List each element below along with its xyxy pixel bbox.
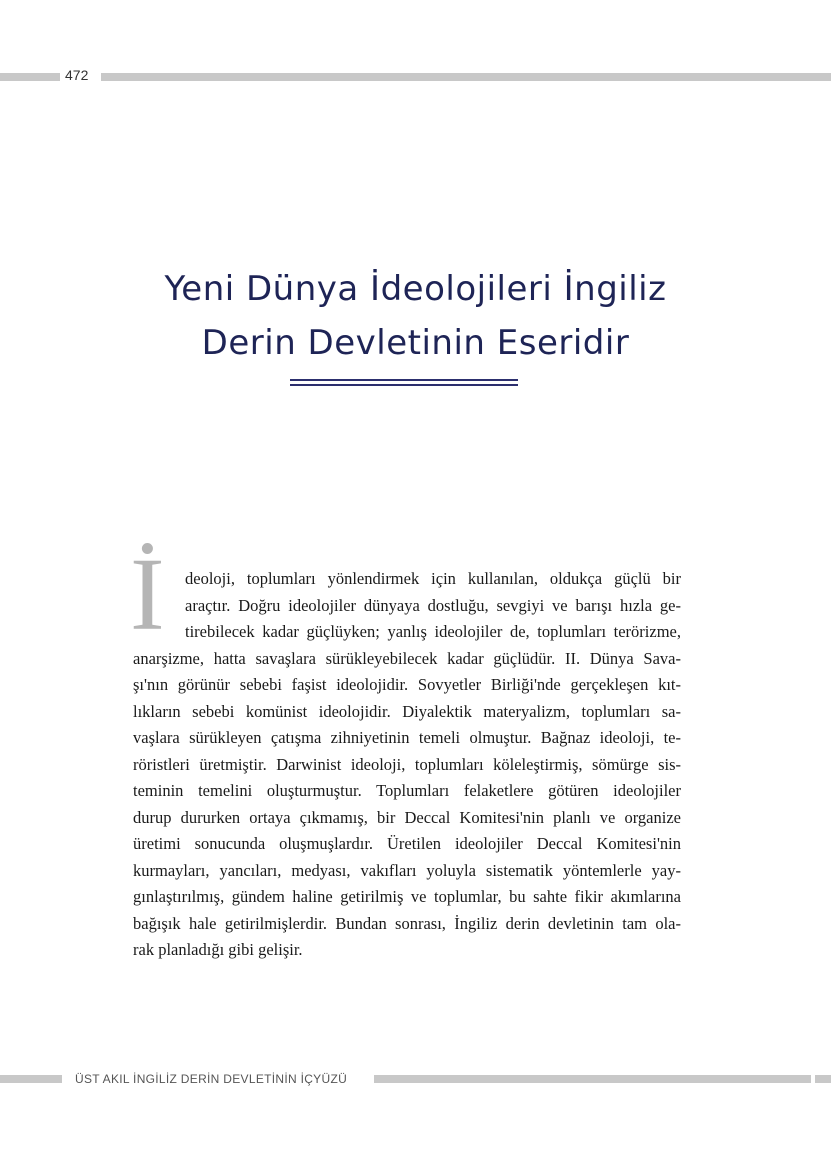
chapter-title-line-2: Derin Devletinin Eseridir bbox=[201, 323, 630, 363]
chapter-title-line-1: Yeni Dünya İdeolojileri İngiliz bbox=[164, 269, 667, 309]
page-number: 472 bbox=[65, 67, 89, 83]
title-underline-bottom bbox=[290, 384, 518, 386]
chapter-title bbox=[0, 262, 831, 370]
body-line: tirebilecek kadar güçlüyken; yanlış ideolojiler de, toplumları terörizme, bbox=[185, 622, 681, 641]
body-line: teminin temelini oluşturmuştur. Toplumları felaketlere götüren ideolojiler bbox=[133, 781, 681, 800]
drop-cap: İ bbox=[130, 537, 165, 652]
body-line: vaşlara sürükleyen çatışma zihniyetinin temeli olmuştur. Bağnaz ideoloji, te- bbox=[133, 728, 681, 747]
title-underline-top bbox=[290, 379, 518, 381]
footer-book-title: ÜST AKIL İNGİLİZ DERİN DEVLETİNİN İÇYÜZÜ bbox=[75, 1072, 348, 1086]
body-line: şı'nın görünür sebebi faşist ideolojidir. Sovyetler Birliği'nde gerçekleşen kıt- bbox=[133, 675, 681, 694]
body-line: durup dururken ortaya çıkmamış, bir Deccal Komitesi'nin planlı ve organize bbox=[133, 807, 681, 827]
body-line: üretimi sonucunda oluşmuşlardır. Üretilen ideolojiler Deccal Komitesi'nin bbox=[133, 834, 681, 853]
header-rule-left bbox=[0, 73, 60, 81]
footer-rule-left bbox=[0, 1075, 62, 1083]
body-line: röristleri üretmiştir. Darwinist ideoloji, toplumları köleleştirmiş, sömürge sis- bbox=[133, 754, 681, 774]
footer-rule-end bbox=[815, 1075, 831, 1083]
footer-rule-right bbox=[374, 1075, 811, 1083]
body-line: lıkların sebebi komünist ideolojidir. Diyalektik materyalizm, toplumları sa- bbox=[133, 701, 681, 721]
body-line: rak planladığı gibi gelişir. bbox=[133, 940, 303, 959]
body-line: kurmayları, yancıları, medyası, vakıfları yoluyla sistematik yöntemlerle yay- bbox=[133, 860, 681, 880]
header-rule-right bbox=[101, 73, 831, 81]
body-line: araçtır. Doğru ideolojiler dünyaya dostluğu, sevgiyi ve barışı hızla ge- bbox=[185, 595, 681, 615]
body-line: gınlaştırılmış, gündem haline getirilmiş ve toplumlar, bu sahte fikir akımlarına bbox=[133, 887, 681, 906]
body-line: bağışık hale getirilmişlerdir. Bundan sonrası, İngiliz derin devletinin tam ola- bbox=[133, 913, 681, 933]
body-line: deoloji, toplumları yönlendirmek için kullanılan, oldukça güçlü bir bbox=[185, 569, 681, 588]
body-paragraph bbox=[133, 566, 681, 964]
body-line: anarşizme, hatta savaşlara sürükleyebilecek kadar güçlüdür. II. Dünya Sava- bbox=[133, 648, 681, 668]
